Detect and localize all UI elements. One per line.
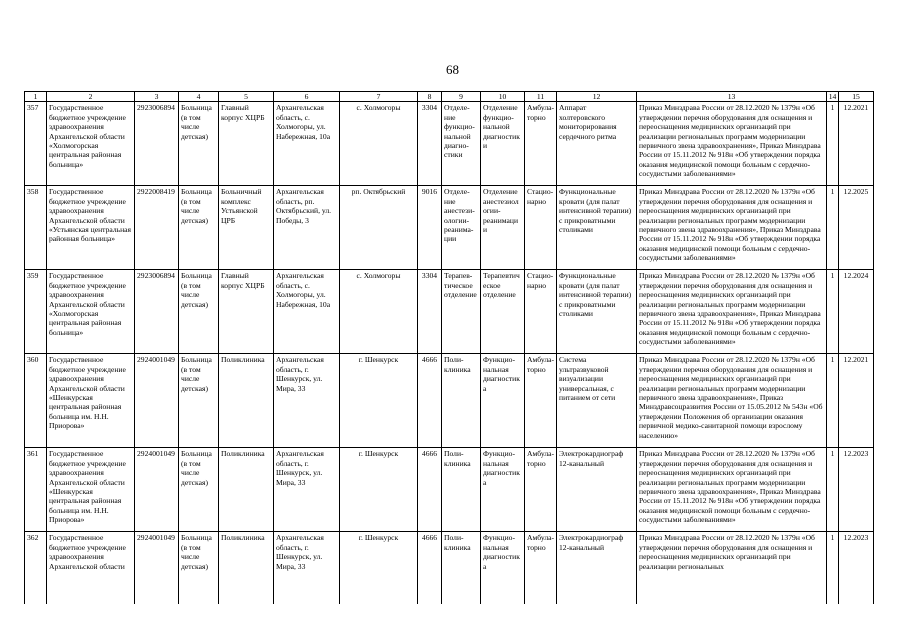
address-cell: Архангельская область, с. Холмогоры, ул. Набережная, 10а (274, 270, 340, 354)
subdepartment-cell: Функцио-нальная диагностика (481, 354, 525, 448)
table-body (25, 92, 874, 604)
code-cell: 3304 (418, 270, 442, 354)
inn-cell: 2922008419 (135, 186, 179, 270)
code-cell: 4666 (418, 532, 442, 604)
table-row (25, 532, 874, 604)
inn-cell: 2924001049 (135, 532, 179, 604)
address-cell: Архангельская область, рп. Октябрьский, ул. Победы, 3 (274, 186, 340, 270)
row-number-cell: 359 (25, 270, 47, 354)
column-number-cell: 7 (340, 92, 418, 102)
column-number-cell: 10 (481, 92, 525, 102)
equipment-cell: Система ультразвуковой визуализации универсальная, с питанием от сети (557, 354, 637, 448)
organization-cell: Государственное бюджетное учреждение здравоохранения Архангельской области «Шенкурская центральная районная больница им. Н.Н. Приорова» (47, 354, 135, 448)
table-row (25, 448, 874, 532)
page-number: 68 (446, 62, 459, 77)
address-cell: Архангельская область, с. Холмогоры, ул. Набережная, 10а (274, 102, 340, 186)
row-number-cell: 362 (25, 532, 47, 604)
column-number-cell: 9 (442, 92, 481, 102)
date-cell: 12.2021 (839, 102, 874, 186)
date-cell: 12.2023 (839, 532, 874, 604)
column-number-cell: 13 (637, 92, 827, 102)
facility-type-cell: Больница (в том числе детская) (179, 448, 219, 532)
unit-cell: Поликлиника (219, 448, 274, 532)
subdepartment-cell: Функцио-нальная диагностика (481, 532, 525, 604)
date-cell: 12.2024 (839, 270, 874, 354)
department-cell: Поли-клиника (442, 532, 481, 604)
department-cell: Поли-клиника (442, 448, 481, 532)
inn-cell: 2923006894 (135, 102, 179, 186)
order-cell: Приказ Минздрава России от 28.12.2020 № 1379н «Об утверждении перечня оборудования для оснащения и переоснащения медицинских организаций при реализации региональных программ модернизации первичного звена здравоохранения», Приказ Минздрава России от 15.11.2012 № 918н «Об утверждении порядка оказания медицинской помощи больным с сердечно-сосудистыми заболеваниями» (637, 448, 827, 532)
organization-cell: Государственное бюджетное учреждение здравоохранения Архангельской области «Устьянская центральная районная больница» (47, 186, 135, 270)
unit-cell: Поликлиника (219, 532, 274, 604)
quantity-cell: 1 (827, 448, 839, 532)
column-number-cell: 3 (135, 92, 179, 102)
care-mode-cell: Амбула-торно (525, 448, 557, 532)
care-mode-cell: Стацио-нарно (525, 270, 557, 354)
facility-type-cell: Больница (в том числе детская) (179, 102, 219, 186)
facility-type-cell: Больница (в том числе детская) (179, 186, 219, 270)
inn-cell: 2924001049 (135, 354, 179, 448)
date-cell: 12.2021 (839, 354, 874, 448)
equipment-cell: Функциональные кровати (для палат интенсивной терапии) с прикроватными столиками (557, 186, 637, 270)
department-cell: Терапев-тическое отделение (442, 270, 481, 354)
subdepartment-cell: Отделение функцио-нальной диагностики (481, 102, 525, 186)
column-number-cell: 8 (418, 92, 442, 102)
order-cell: Приказ Минздрава России от 28.12.2020 № 1379н «Об утверждении перечня оборудования для оснащения и переоснащения медицинских организаций при реализации региональных программ модернизации первичного звена здравоохранения», Приказ Минздрава России от 15.11.2012 № 918н «Об утверждении порядка оказания медицинской помощи больным с сердечно-сосудистыми заболеваниями» (637, 186, 827, 270)
address-cell: Архангельская область, г. Шенкурск, ул. Мира, 33 (274, 354, 340, 448)
order-cell: Приказ Минздрава России от 28.12.2020 № 1379н «Об утверждении перечня оборудования для оснащения и переоснащения медицинских организаций при реализации региональных программ модернизации первичного звена здравоохранения», Приказ Минздрава России от 15.11.2012 № 918н «Об утверждении порядка оказания медицинской помощи больным с сердечно-сосудистыми заболеваниями» (637, 102, 827, 186)
subdepartment-cell: Отделение анестезиол огии-реанимации (481, 186, 525, 270)
facility-type-cell: Больница (в том числе детская) (179, 532, 219, 604)
date-cell: 12.2023 (839, 448, 874, 532)
locality-cell: г. Шенкурск (340, 354, 418, 448)
table-row (25, 102, 874, 186)
column-number-cell: 5 (219, 92, 274, 102)
facility-type-cell: Больница (в том числе детская) (179, 270, 219, 354)
organization-cell: Государственное бюджетное учреждение здравоохранения Архангельской области «Шенкурская центральная районная больница им. Н.Н. Приорова» (47, 448, 135, 532)
inn-cell: 2924001049 (135, 448, 179, 532)
order-cell: Приказ Минздрава России от 28.12.2020 № 1379н «Об утверждении перечня оборудования для оснащения и переоснащения медицинских организаций при реализации региональных (637, 532, 827, 604)
organization-cell: Государственное бюджетное учреждение здравоохранения Архангельской области «Холмогорская центральная районная больница» (47, 270, 135, 354)
row-number-cell: 357 (25, 102, 47, 186)
care-mode-cell: Амбула-торно (525, 354, 557, 448)
locality-cell: с. Холмогоры (340, 102, 418, 186)
column-number-cell: 1 (25, 92, 47, 102)
column-number-row (25, 92, 874, 102)
column-number-cell: 11 (525, 92, 557, 102)
unit-cell: Главный корпус ХЦРБ (219, 102, 274, 186)
equipment-cell: Аппарат холтеровского мониторирования сердечного ритма (557, 102, 637, 186)
code-cell: 3304 (418, 102, 442, 186)
row-number-cell: 358 (25, 186, 47, 270)
equipment-cell: Функциональные кровати (для палат интенсивной терапии) с прикроватными столиками (557, 270, 637, 354)
quantity-cell: 1 (827, 270, 839, 354)
locality-cell: г. Шенкурск (340, 532, 418, 604)
code-cell: 4666 (418, 448, 442, 532)
department-cell: Поли-клиника (442, 354, 481, 448)
locality-cell: рп. Октябрьский (340, 186, 418, 270)
table-row (25, 270, 874, 354)
care-mode-cell: Стацио-нарно (525, 186, 557, 270)
table-row (25, 354, 874, 448)
column-number-cell: 14 (827, 92, 839, 102)
order-cell: Приказ Минздрава России от 28.12.2020 № 1379н «Об утверждении перечня оборудования для оснащения и переоснащения медицинских организаций при реализации региональных программ модернизации первичного звена здравоохранения», Приказ Минздравсоцразвития России от 15.05.2012 № 543н «Об утверждении Положения об организации оказания первичной медико-санитарной помощи взрослому населению» (637, 354, 827, 448)
row-number-cell: 361 (25, 448, 47, 532)
inn-cell: 2923006894 (135, 270, 179, 354)
address-cell: Архангельская область, г. Шенкурск, ул. Мира, 33 (274, 448, 340, 532)
locality-cell: г. Шенкурск (340, 448, 418, 532)
facility-type-cell: Больница (в том числе детская) (179, 354, 219, 448)
care-mode-cell: Амбула-торно (525, 102, 557, 186)
column-number-cell: 12 (557, 92, 637, 102)
subdepartment-cell: Терапевтич еское отделение (481, 270, 525, 354)
address-cell: Архангельская область, г. Шенкурск, ул. Мира, 33 (274, 532, 340, 604)
quantity-cell: 1 (827, 186, 839, 270)
department-cell: Отделе-ние функцио-нальной диагно-стики (442, 102, 481, 186)
equipment-cell: Электрокардиограф 12-канальный (557, 448, 637, 532)
column-number-cell: 6 (274, 92, 340, 102)
subdepartment-cell: Функцио-нальная диагностика (481, 448, 525, 532)
column-number-cell: 4 (179, 92, 219, 102)
unit-cell: Больничный комплекс Устьянской ЦРБ (219, 186, 274, 270)
column-number-cell: 2 (47, 92, 135, 102)
document-table (24, 91, 874, 604)
code-cell: 9016 (418, 186, 442, 270)
quantity-cell: 1 (827, 532, 839, 604)
department-cell: Отделе-ние анестези-ологии-реанима-ции (442, 186, 481, 270)
quantity-cell: 1 (827, 354, 839, 448)
date-cell: 12.2025 (839, 186, 874, 270)
care-mode-cell: Амбула-торно (525, 532, 557, 604)
order-cell: Приказ Минздрава России от 28.12.2020 № 1379н «Об утверждении перечня оборудования для оснащения и переоснащения медицинских организаций при реализации региональных программ модернизации первичного звена здравоохранения», Приказ Минздрава России от 15.11.2012 № 918н «Об утверждении порядка оказания медицинской помощи больным с сердечно-сосудистыми заболеваниями» (637, 270, 827, 354)
unit-cell: Главный корпус ХЦРБ (219, 270, 274, 354)
locality-cell: с. Холмогоры (340, 270, 418, 354)
table-row (25, 186, 874, 270)
code-cell: 4666 (418, 354, 442, 448)
column-number-cell: 15 (839, 92, 874, 102)
equipment-cell: Электрокардиограф 12-канальный (557, 532, 637, 604)
row-number-cell: 360 (25, 354, 47, 448)
organization-cell: Государственное бюджетное учреждение здравоохранения Архангельской области (47, 532, 135, 604)
organization-cell: Государственное бюджетное учреждение здравоохранения Архангельской области «Холмогорская центральная районная больница» (47, 102, 135, 186)
unit-cell: Поликлиника (219, 354, 274, 448)
quantity-cell: 1 (827, 102, 839, 186)
